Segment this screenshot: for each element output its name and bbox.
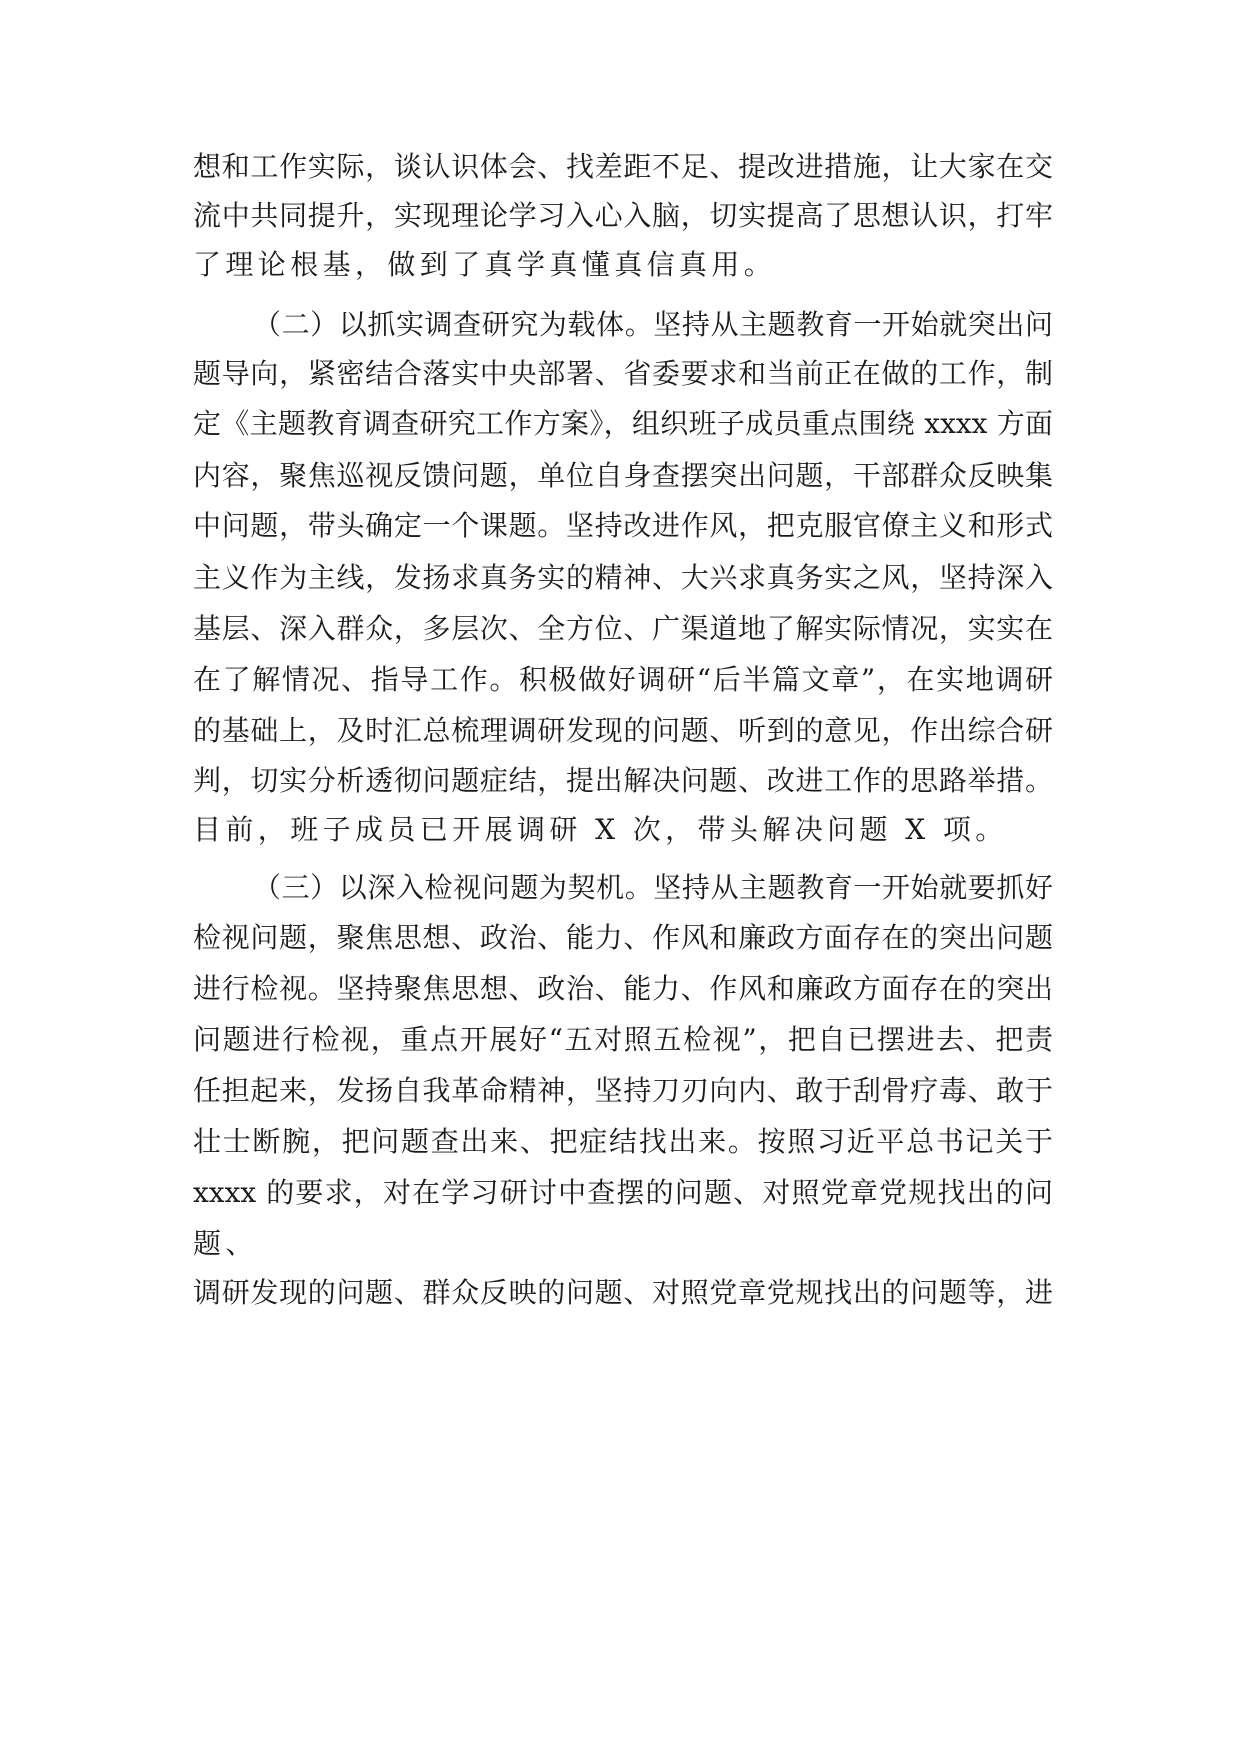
text-line: 进行检视。坚持聚焦思想、政治、能力、作风和廉政方面存在的突出 bbox=[193, 972, 1053, 1005]
text-line: 基层、深入群众，多层次、全方位、广渠道地了解实际情况，实实在 bbox=[193, 612, 1053, 645]
text-line: 判，切实分析透彻问题症结，提出解决问题、改进工作的思路举措。 bbox=[193, 764, 1053, 797]
text-line: 目前，班子成员已开展调研 X 次，带头解决问题 X 项。 bbox=[193, 813, 1008, 846]
text-line: 内容，聚焦巡视反馈问题，单位自身查摆突出问题，干部群众反映集 bbox=[193, 459, 1053, 492]
text-line: 题导向，紧密结合落实中央部署、省委要求和当前正在做的工作，制 bbox=[193, 357, 1053, 390]
text-line: 调研发现的问题、群众反映的问题、对照党章党规找出的问题等，进 bbox=[193, 1276, 1053, 1309]
text-line: xxxx 的要求，对在学习研讨中查摆的问题、对照党章党规找出的问 bbox=[193, 1176, 1053, 1209]
text-line: 主义作为主线，发扬求真务实的精神、大兴求真务实之风，坚持深入 bbox=[193, 561, 1053, 594]
text-line: 检视问题，聚焦思想、政治、能力、作风和廉政方面存在的突出问题 bbox=[193, 921, 1053, 954]
text-line: 想和工作实际，谈认识体会、找差距不足、提改进措施，让大家在交 bbox=[193, 150, 1053, 183]
text-line: 的基础上，及时汇总梳理调研发现的问题、听到的意见，作出综合研 bbox=[193, 714, 1053, 747]
text-line: 任担起来，发扬自我革命精神，坚持刀刃向内、敢于刮骨疗毒、敢于 bbox=[193, 1074, 1053, 1107]
text-line: 壮士断腕，把问题查出来、把症结找出来。按照习近平总书记关于 bbox=[193, 1125, 1053, 1158]
text-line: 中问题，带头确定一个课题。坚持改进作风，把克服官僚主义和形式 bbox=[193, 509, 1053, 542]
text-line: 在了解情况、指导工作。积极做好调研“后半篇文章”，在实地调研 bbox=[193, 663, 1053, 696]
text-line: 问题进行检视，重点开展好“五对照五检视”，把自已摆进去、把责 bbox=[193, 1023, 1053, 1056]
section-heading-line: （三）以深入检视问题为契机。坚持从主题教育一开始就要抓好 bbox=[253, 871, 1053, 904]
section-heading-line: （二）以抓实调查研究为载体。坚持从主题教育一开始就突出问 bbox=[253, 308, 1053, 341]
text-line: 了理论根基，做到了真学真懂真信真用。 bbox=[193, 248, 777, 281]
text-line: 题、 bbox=[193, 1227, 258, 1260]
text-line: 定《主题教育调查研究工作方案》，组织班子成员重点围绕 xxxx 方面 bbox=[193, 407, 1053, 440]
text-line: 流中共同提升，实现理论学习入心入脑，切实提高了思想认识，打牢 bbox=[193, 199, 1053, 232]
